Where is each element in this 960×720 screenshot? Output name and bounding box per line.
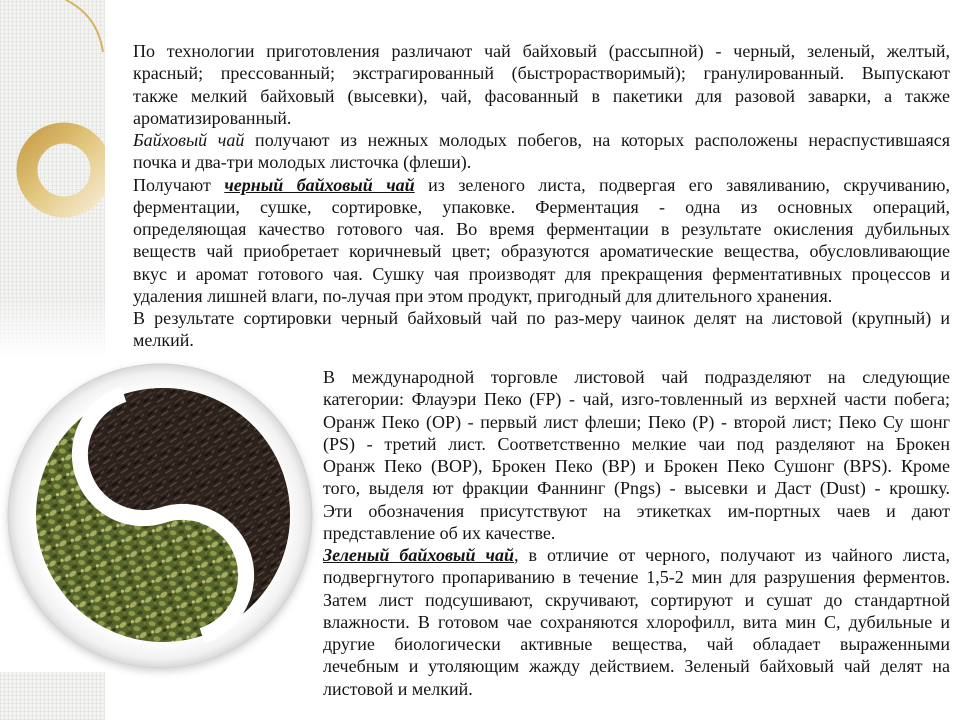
- gold-ring: [27, 133, 101, 207]
- text-line: почка и два-три молодых листочка (флеши).: [133, 152, 472, 173]
- text-line: Оранж Пеко (OP) - первый лист флеши; Пеко (P) - второй лист; Пеко Су шонг: [323, 411, 950, 432]
- text-line: [133, 129, 950, 151]
- text-line: веществ чай приобретает коричневый цвет; образуются ароматические вещества, обусловливающие: [133, 241, 950, 262]
- text-line: В международной торговле листовой чай подразделяют на следующие: [323, 367, 950, 387]
- text-line: По технологии приготовления различают чай байховый (рассыпной) - черный, зеленый, желтый,: [133, 41, 950, 61]
- text-line: мелкий.: [133, 330, 194, 351]
- line-text: Получают: [133, 174, 225, 195]
- gold-ring-decoration: [0, 0, 105, 260]
- lower-text-block: [323, 366, 950, 700]
- gold-arc-line: [66, 0, 103, 52]
- text-line: листовой и мелкий.: [323, 678, 473, 699]
- text-line: также мелкий байховый (высевки), чай, фасованный в пакетики для разовой заварки, а также: [133, 85, 950, 106]
- text-line: определяющая качество готового чая. Во время ферментации в результате окисления дубильных: [133, 219, 950, 239]
- line-text: получают из нежных молодых побегов, на которых расположены нераспустившаяся: [244, 130, 951, 150]
- text-line: другие биологически активные вещества, чай обладает выраженными: [323, 634, 950, 654]
- term-baikhovyi-chai: Байховый чай: [133, 130, 245, 150]
- text-line: Эти обозначения присутствуют на этикетках им-портных чаев и дают: [323, 500, 950, 521]
- text-line: того, выделя ют фракции Фаннинг (Pngs) - высевки и Даст (Dust) - крошку.: [323, 478, 950, 499]
- text-line: ферментации, сушке, сортировке, упаковке. Ферментация - одна из основных операций,: [133, 196, 950, 217]
- tea-yin-yang-image: [0, 360, 320, 680]
- text-line: Затем лист подсушивают, скручивают, сортируют и сушат до стандартной: [323, 589, 950, 610]
- text-line: вкус и аромат готового чая. Сушку чая производят для прекращения ферментативных процессов и: [133, 263, 950, 284]
- text-line: В результате сортировки черный байховый чай по раз-меру чаинок делят на листовой (крупный) и: [133, 308, 950, 328]
- text-line: ароматизированный.: [133, 107, 292, 128]
- text-line: красный; прессованный; экстрагированный (быстрорастворимый); гранулированный. Выпускают: [133, 63, 950, 84]
- text-line: (PS) - третий лист. Соответственно мелкие чаи под разделяют на Брокен: [323, 433, 950, 454]
- term-green-tea: Зеленый байховый чай: [323, 545, 514, 565]
- text-line: удаления лишней влаги, по-лучая при этом продукт, пригодный для длительного хранения.: [133, 285, 833, 306]
- text-line: лечебным и утоляющим жажду действием. Зеленый байховый чай делят на: [323, 656, 950, 677]
- text-line: [133, 174, 950, 196]
- line-text: из зеленого листа, подвергая его завяливанию, скручиванию,: [414, 174, 950, 195]
- text-line: категории: Флауэри Пеко (FP) - чай, изго-товленный из верхней части побега;: [323, 389, 950, 410]
- text-line: [323, 544, 950, 566]
- top-text-block: [133, 40, 950, 352]
- term-black-tea: черный байховый чай: [224, 174, 415, 195]
- line-text: , в отличие от черного, получают из чайного листа,: [514, 545, 950, 565]
- text-line: Оранж Пеко (BOP), Брокен Пеко (BP) и Брокен Пеко Сушонг (BPS). Кроме: [323, 456, 950, 476]
- text-line: влажности. В готовом чае сохраняются хлорофилл, вита мин С, дубильные и: [323, 611, 950, 632]
- text-line: представление об их качестве.: [323, 522, 556, 543]
- text-line: подвергнутого пропариванию в течение 1,5-2 мин для разрушения ферментов.: [323, 567, 950, 588]
